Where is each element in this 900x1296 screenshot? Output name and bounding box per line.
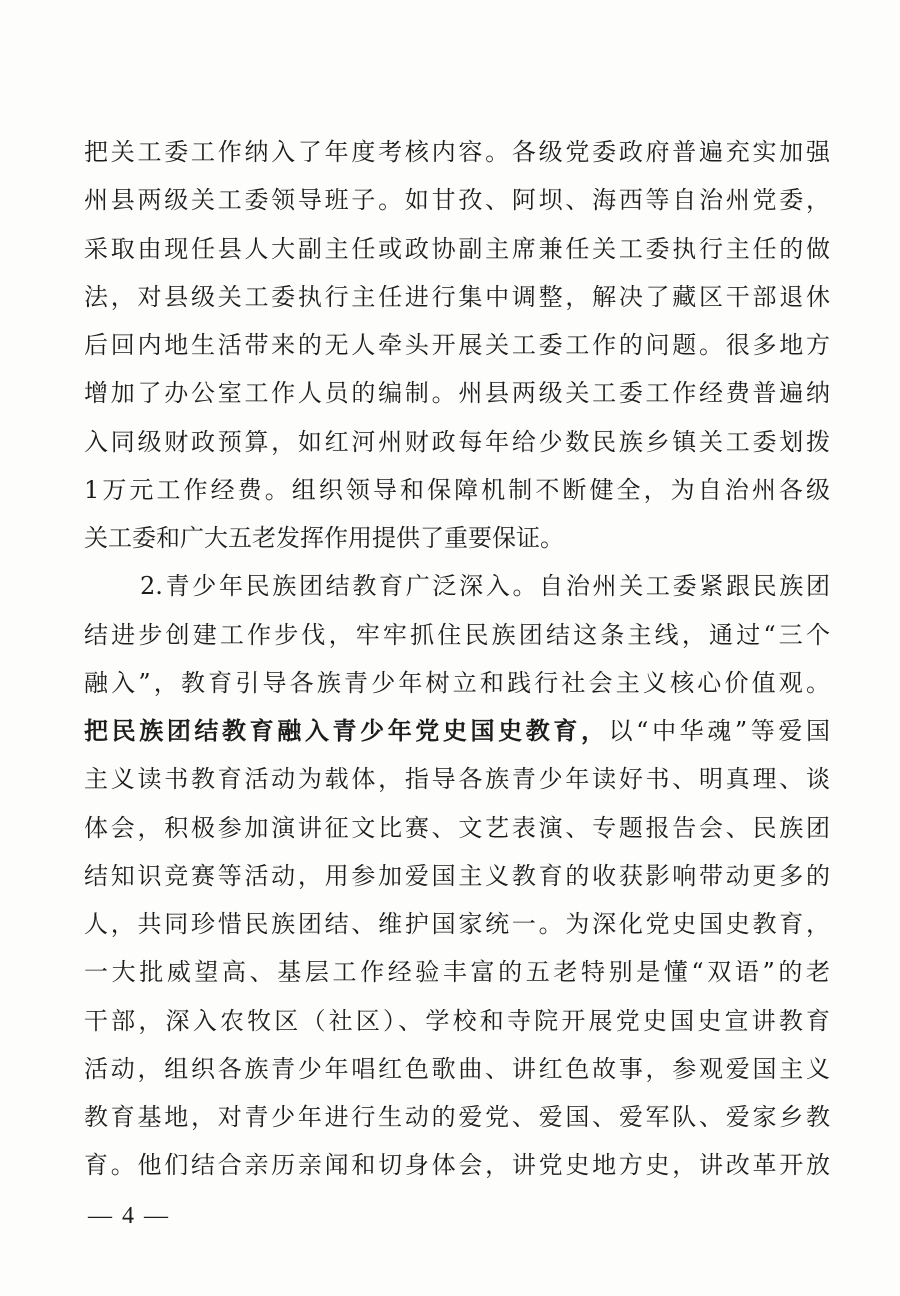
text-line: 主义读书教育活动为载体，指导各族青少年读好书、明真理、谈: [84, 765, 830, 794]
text-line: 教育基地，对青少年进行生动的爱党、爱国、爱军队、爱家乡教: [84, 1103, 830, 1131]
text-line: 结知识竞赛等活动，用参加爱国主义教育的收获影响带动更多的: [84, 861, 830, 890]
text-line: 干部，深入农牧区（社区）、学校和寺院开展党史国史宣讲教育: [84, 1006, 830, 1035]
text-line: 体会，积极参加演讲征文比赛、文艺表演、专题报告会、民族团: [84, 813, 830, 842]
text-line: 一大批威望高、基层工作经验丰富的五老特别是懂“双语”的老: [84, 958, 830, 987]
text-line: [84, 707, 830, 755]
text-line: 后回内地生活带来的无人牵头开展关工委工作的问题。很多地方: [84, 331, 830, 359]
text-run: 以“中华魂”等爱国: [608, 717, 830, 745]
text-line: 融入”，教育引导各族青少年树立和践行社会主义核心价值观。: [84, 668, 830, 697]
text-line: 州县两级关工委领导班子。如甘孜、阿坝、海西等自治州党委，: [84, 186, 830, 215]
text-line: 活动，组织各族青少年唱红色歌曲、讲红色故事，参观爱国主义: [84, 1054, 830, 1083]
bold-phrase: 把民族团结教育融入青少年党史国史教育，: [84, 716, 609, 745]
text-line: 采取由现任县人大副主任或政协副主席兼任关工委执行主任的做: [84, 234, 830, 263]
text-line: 结进步创建工作步伐，牢牢抓住民族团结这条主线，通过“三个: [84, 620, 830, 649]
page-number: — 4 —: [88, 1203, 170, 1229]
body-text: [84, 128, 830, 1190]
section-heading-line: 2.青少年民族团结教育广泛深入。自治州关工委紧跟民族团: [140, 572, 830, 601]
text-line: 增加了办公室工作人员的编制。州县两级关工委工作经费普遍纳: [84, 379, 830, 408]
text-line: 法，对县级关工委执行主任进行集中调整，解决了藏区干部退休: [84, 282, 830, 311]
text-line: 入同级财政预算，如红河州财政每年给少数民族乡镇关工委划拨: [84, 427, 830, 456]
text-line: 把关工委工作纳入了年度考核内容。各级党委政府普遍充实加强: [84, 138, 830, 166]
text-line: 人，共同珍惜民族团结、维护国家统一。为深化党史国史教育，: [84, 910, 830, 938]
text-line: 关工委和广大五老发挥作用提供了重要保证。: [84, 524, 564, 552]
text-line: 1万元工作经费。组织领导和保障机制不断健全，为自治州各级: [84, 475, 830, 504]
text-line: 育。他们结合亲历亲闻和切身体会，讲党史地方史，讲改革开放: [84, 1151, 830, 1180]
